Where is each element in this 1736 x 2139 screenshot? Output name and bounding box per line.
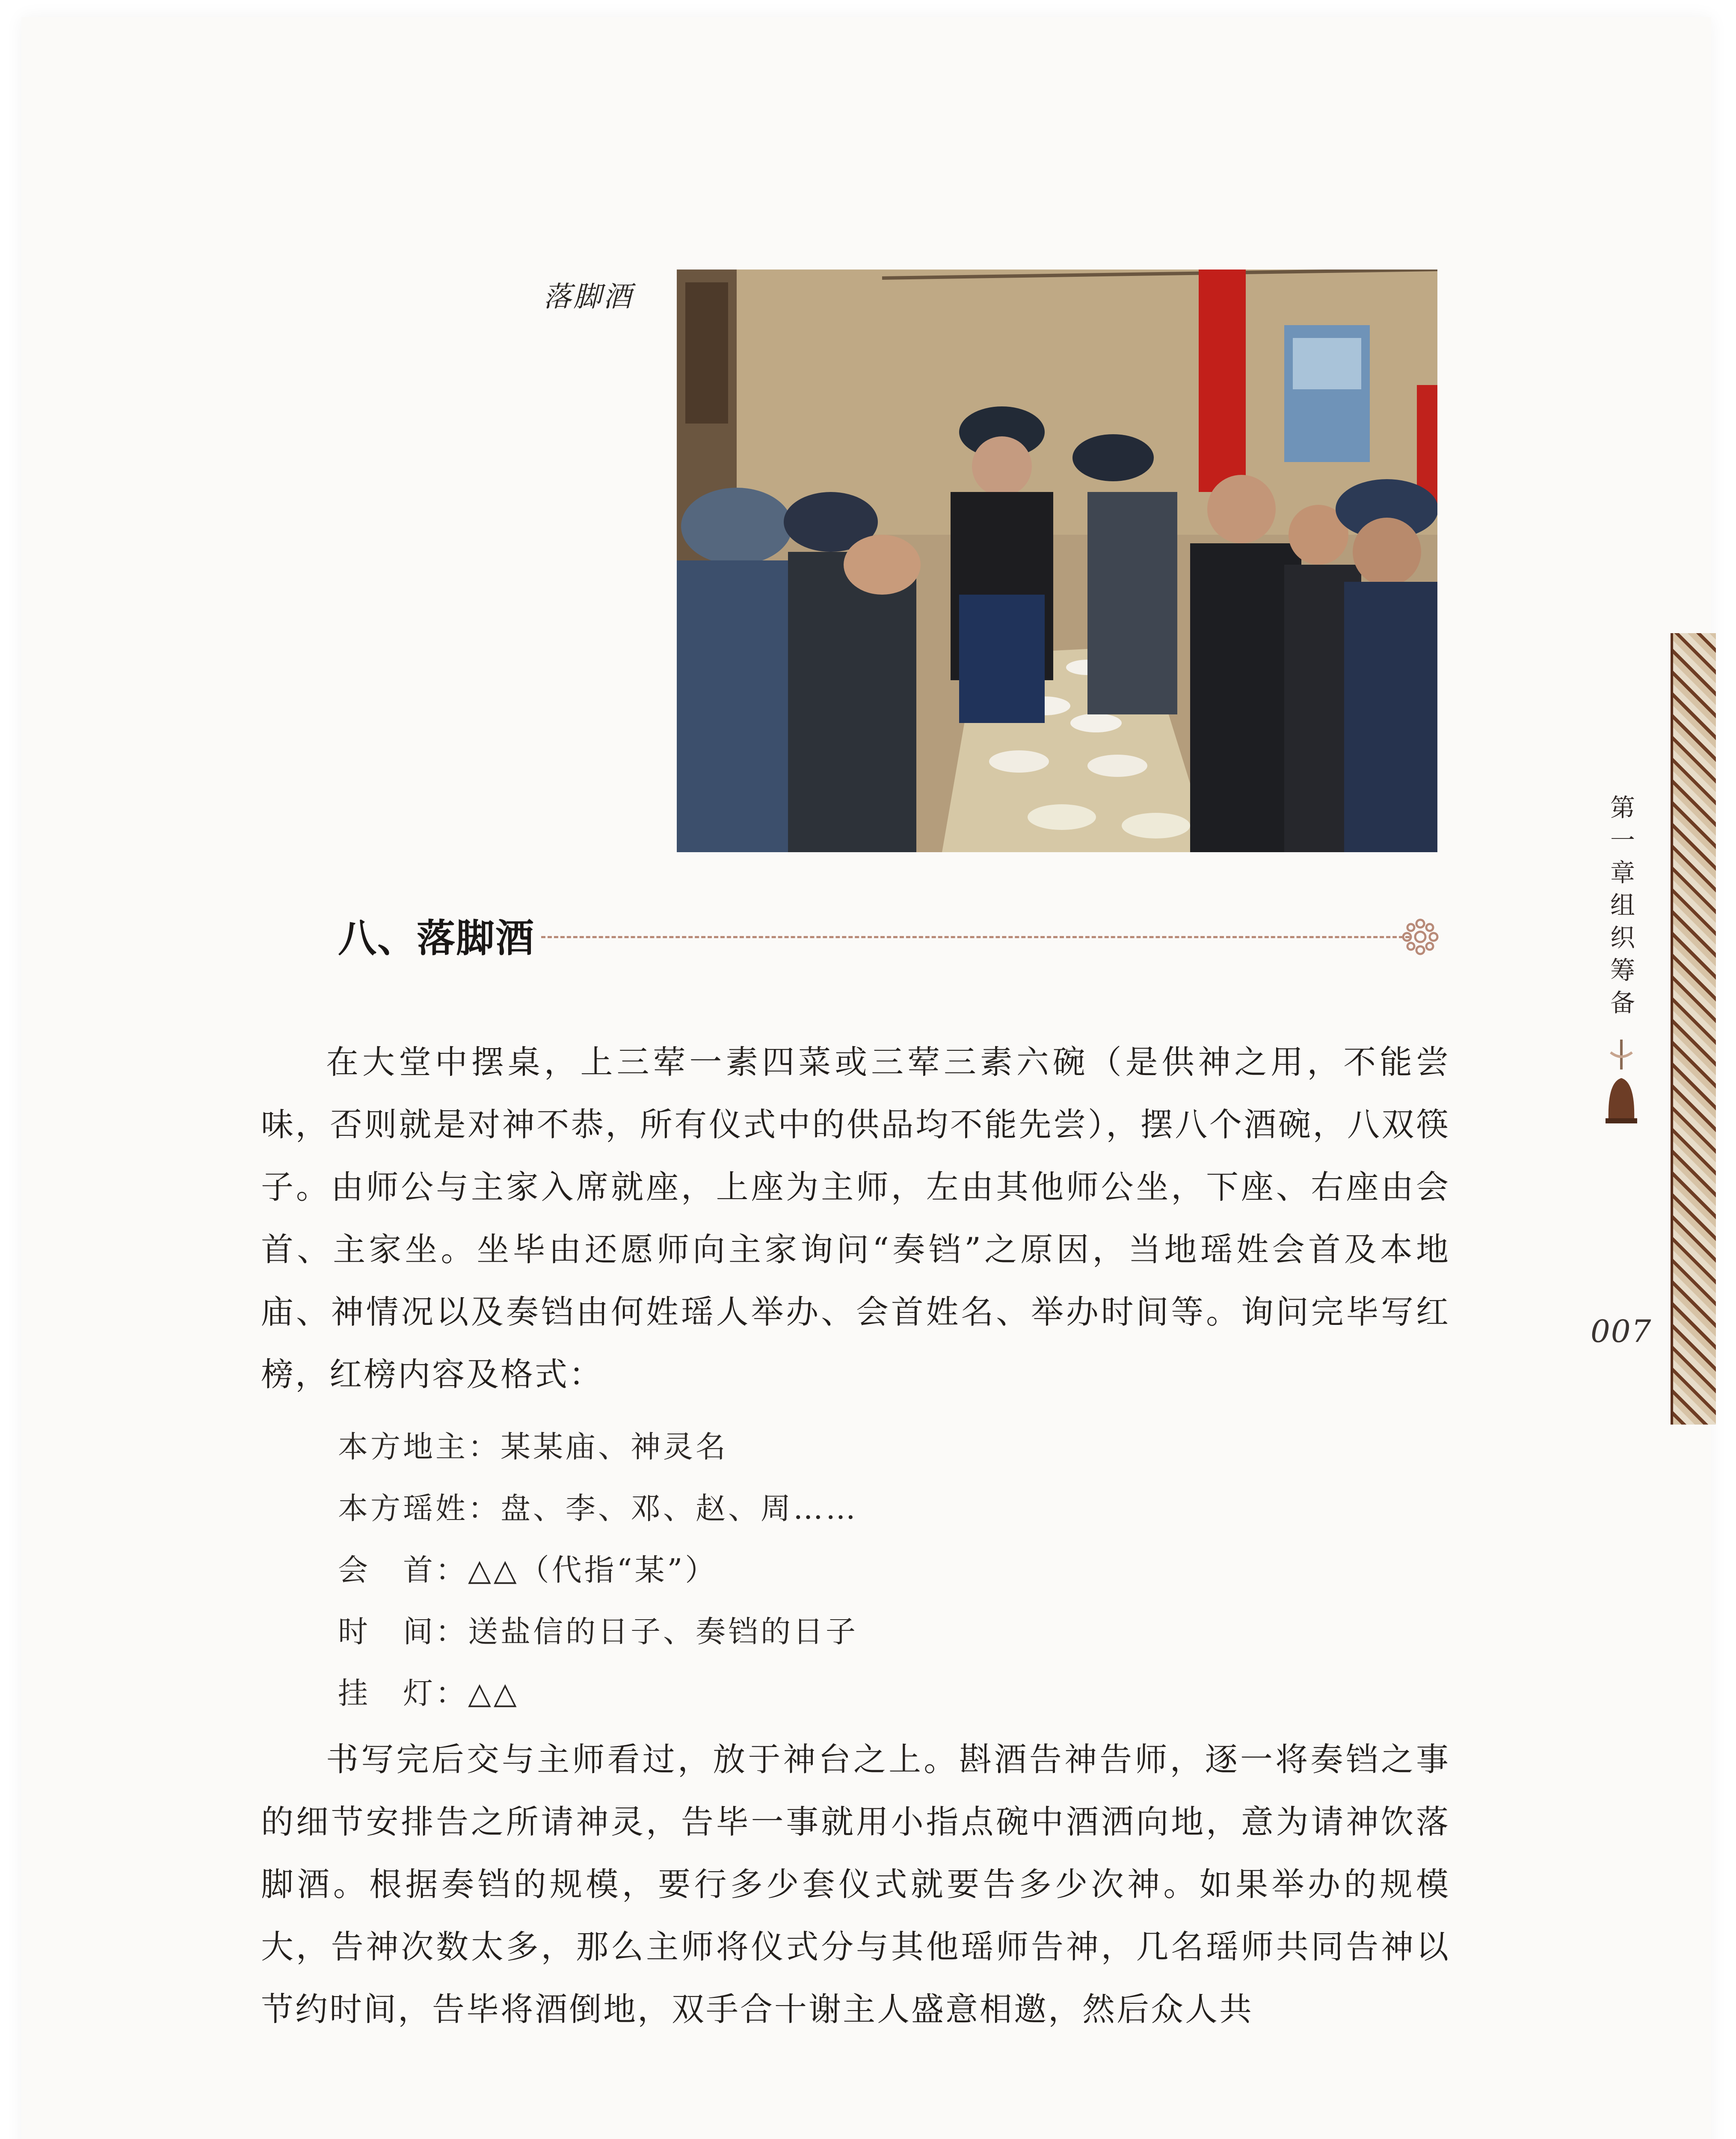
photo-caption: 落脚酒 <box>543 280 633 313</box>
red-list-entry-land-lord: 本方地主：某某庙、神灵名 <box>338 1429 728 1464</box>
red-list-entry-surnames: 本方瑶姓：盘、李、邓、赵、周…… <box>338 1491 858 1526</box>
ritual-photo <box>677 270 1437 852</box>
paragraph-2: 书写完后交与主师看过，放于神台之上。斟酒告神告师，逐一将奏铛之事的细节安排告之所请神灵，告毕一事就用小指点碗中酒洒向地，意为请神饮落脚酒。根据奏铛的规模，要行多少套仪式就要告多少次神。如果举办的规模大，告神次数太多，那么主师将仪式分与其他瑶师告神，几名瑶师共同告神以节约时间，告毕将酒倒地，双手合十谢主人盛意相邀，然后众人共 <box>261 1740 1450 2028</box>
section-heading: 八、落脚酒 <box>338 916 535 961</box>
red-list-entry-head: 会 首：△△（代指“某”） <box>338 1552 718 1588</box>
bell-icon <box>1602 1040 1641 1125</box>
decorative-border-strip <box>1671 633 1716 1425</box>
red-list-entries <box>338 1416 858 1724</box>
page-number: 007 <box>1591 1313 1652 1349</box>
red-list-entry-time: 时 间：送盐信的日子、奏铛的日子 <box>338 1614 858 1649</box>
flower-ornament-icon <box>1401 918 1440 956</box>
chapter-label: 第一章 组织筹备 <box>1610 793 1635 1017</box>
paragraph-1: 在大堂中摆桌，上三荤一素四菜或三荤三素六碗（是供神之用，不能尝味，否则就是对神不恭，所有仪式中的供品均不能先尝），摆八个酒碗，八双筷子。由师公与主家入席就座，上座为主师，左由其他师公坐，下座、右座由会首、主家坐。坐毕由还愿师向主家询问“奏铛”之原因，当地瑶姓会首及本地庙、神情况以及奏铛由何姓瑶人举办、会首姓名、举办时间等。询问完毕写红榜，红榜内容及格式： <box>261 1043 1450 1393</box>
ritual-photo-illustration <box>677 270 1437 852</box>
heading-dashed-rule <box>541 936 1410 938</box>
red-list-entry-lantern: 挂 灯：△△ <box>338 1676 519 1711</box>
